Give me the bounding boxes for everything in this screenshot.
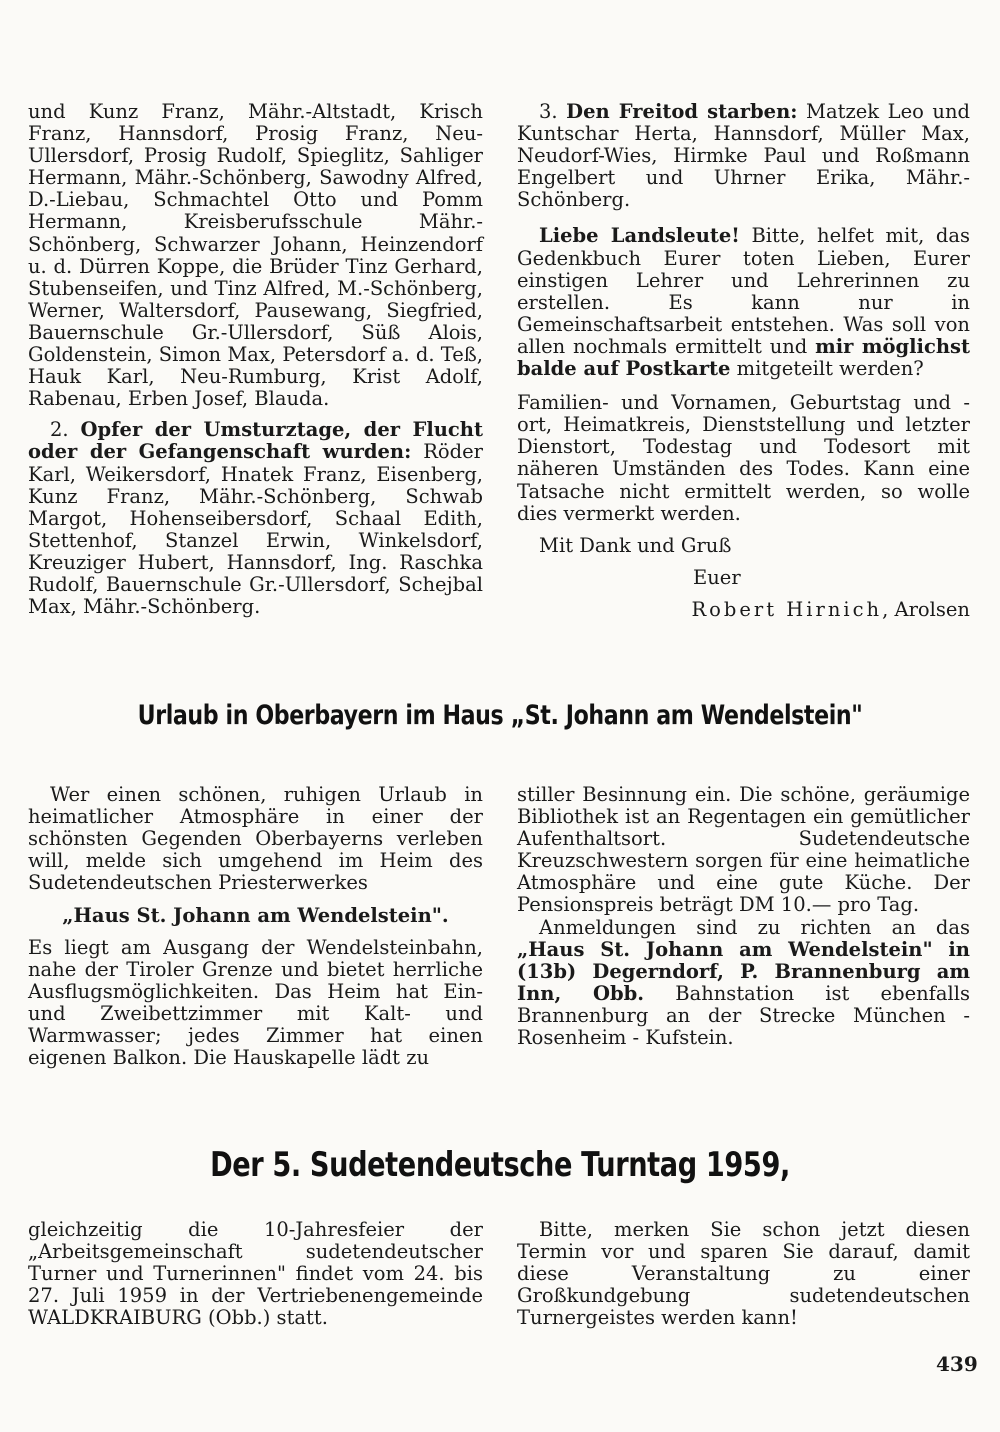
registration-intro: Anmeldungen sind zu richten an das — [539, 915, 970, 939]
top-left-column — [28, 101, 483, 618]
article1-house-name-text: „Haus St. Johann am Wendelstein". — [62, 904, 449, 928]
article2-request: Bitte, merken Sie schon jetzt diesen Termin vor und sparen Sie darauf, damit diese Veranstaltung zu einer Großkundgebung sudetendeutschen Turnergeistes werden kann! — [517, 1218, 970, 1330]
appeal-text: Bitte, helfet mit, das Gedenkbuch Eurer toten Lieben, Eurer einstigen Lehrer und Lehrerinnen zu erstellen. Es kann nur in Gemeinschaftsarbeit entstehen. Was soll von allen nochmals ermittelt und — [517, 224, 970, 358]
page-number: 439 — [936, 1352, 978, 1376]
top-right-column — [517, 101, 970, 621]
article2-announcement: gleichzeitig die 10-Jahresfeier der „Arbeitsgemeinschaft sudetendeutscher Turner und Turnerinnen" findet vom 24. bis 27. Juli 1959 in der Vertriebenengemeinde WALDKRAIBURG (Obb.) statt. — [28, 1218, 483, 1330]
article2-heading: Der 5. Sudetendeutsche Turntag 1959, — [210, 1145, 790, 1185]
article1-description: Es liegt am Ausgang der Wendelsteinbahn, nahe der Tiroler Grenze und bietet herrliche Ausflugsmöglichkeiten. Das Heim hat Ein- und Zweibettzimmer mit Kalt- und Warmwasser; jedes Zimmer hat einen eigenen Balkon. Die Hauskapelle lädt zu — [28, 935, 483, 1070]
signature-place: , Arolsen — [882, 597, 970, 621]
signature — [517, 599, 970, 621]
article1-heading: Urlaub in Oberbayern im Haus „St. Johann am Wendelstein" — [137, 700, 863, 731]
section-2-text: Röder Karl, Weikersdorf, Hnatek Franz, Eisenberg, Kunz Franz, Mähr.-Schönberg, Schwab Margot, Hohenseibersdorf, Schaal Edith, Stettenhof, Stanzel Erwin, Winkelsdorf, Kreuziger Hubert, Hannsdorf, Ing. Raschka Rudolf, Bauernschule Gr.-Ullersdorf, Schejbal Max, Mähr.-Schönberg. — [28, 440, 483, 619]
registration-address: „Haus St. Johann am Wendelstein" in (13b) Degerndorf, P. Brannenburg am Inn, Obb. — [517, 937, 970, 1005]
appeal-greeting: Liebe Landsleute! — [539, 224, 740, 248]
section-3-text: Matzek Leo und Kuntschar Herta, Hannsdorf, Müller Max, Neudorf-Wies, Hirmke Paul und Roßmann Engelbert und Uhrner Erika, Mähr.-Schönberg. — [517, 100, 970, 212]
victims-list-section-2 — [28, 419, 483, 618]
required-details-paragraph: Familien- und Vornamen, Geburtstag und -ort, Heimatkreis, Dienststellung und letzter Dienstort, Todestag und Todesort mit näheren Umständen des Todes. Kann eine Tatsache nicht ermittelt werden, so wolle dies vermerkt werden. — [517, 391, 970, 525]
closing-greeting: Mit Dank und Gruß — [539, 533, 732, 557]
signature-name: Robert Hirnich — [691, 597, 883, 621]
article1-intro: Wer einen schönen, ruhigen Urlaub in heimatlicher Atmosphäre in einer der schönsten Gegenden Oberbayerns verleben will, melde sich umgehend im Heim des Sudetendeutschen Priesterwerkes — [28, 783, 483, 895]
article1-registration — [517, 917, 970, 1050]
article1-house-name — [28, 905, 483, 927]
victims-list-paragraph: und Kunz Franz, Mähr.-Altstadt, Krisch Franz, Hannsdorf, Prosig Franz, Neu-Ullersdorf, Prosig Rudolf, Spieglitz, Sahliger Hermann, Mähr.-Schönberg, Sawodny Alfred, D.-Liebau, Schmachtel Otto und Pomm Hermann, Kreisberufsschule Mähr.-Schönberg, Schwarzer Johann, Heinzendorf u. d. Dürren Koppe, die Brüder Tinz Gerhard, Stubenseifen, und Tinz Alfred, M.-Schönberg, Werner, Waltersdorf, Pausewang, Siegfried, Bauernschule Gr.-Ullersdorf, Süß Alois, Goldenstein, Simon Max, Petersdorf a. d. Teß, Hauk Karl, Neu-Rumburg, Krist Adolf, Rabenau, Erben Josef, Blauda. — [28, 100, 483, 411]
article1-left-column — [28, 784, 483, 1069]
article1-right-column — [517, 784, 970, 1049]
closing-euer: Euer — [693, 565, 741, 589]
article2-left-column — [28, 1219, 483, 1329]
appeal-emphasis: mir möglichst balde auf Postkarte — [517, 334, 970, 381]
section-3-heading: Den Freitod starben: — [566, 100, 798, 123]
section-3-number: 3. — [539, 100, 558, 123]
article1-continuation: stiller Besinnung ein. Die schöne, geräumige Bibliothek ist an Regentagen ein gemütlicher Aufenthaltsort. Sudetendeutsche Kreuzschwestern sorgen für eine heimatliche Atmosphäre und eine gute Küche. Der Pensionspreis beträgt DM 10.— pro Tag. — [517, 783, 970, 917]
registration-station: Bahnstation ist ebenfalls Brannenburg an der Strecke München - Rosenheim - Kufstein. — [517, 981, 970, 1050]
section-3-paragraph — [517, 101, 970, 211]
section-2-number: 2. — [50, 418, 69, 442]
section-2-heading: Opfer der Umsturztage, der Flucht oder der Gefangenschaft wurden: — [28, 418, 483, 464]
appeal-paragraph — [517, 225, 970, 380]
appeal-end: mitgeteilt werden? — [736, 357, 924, 381]
article2-right-column — [517, 1219, 970, 1329]
